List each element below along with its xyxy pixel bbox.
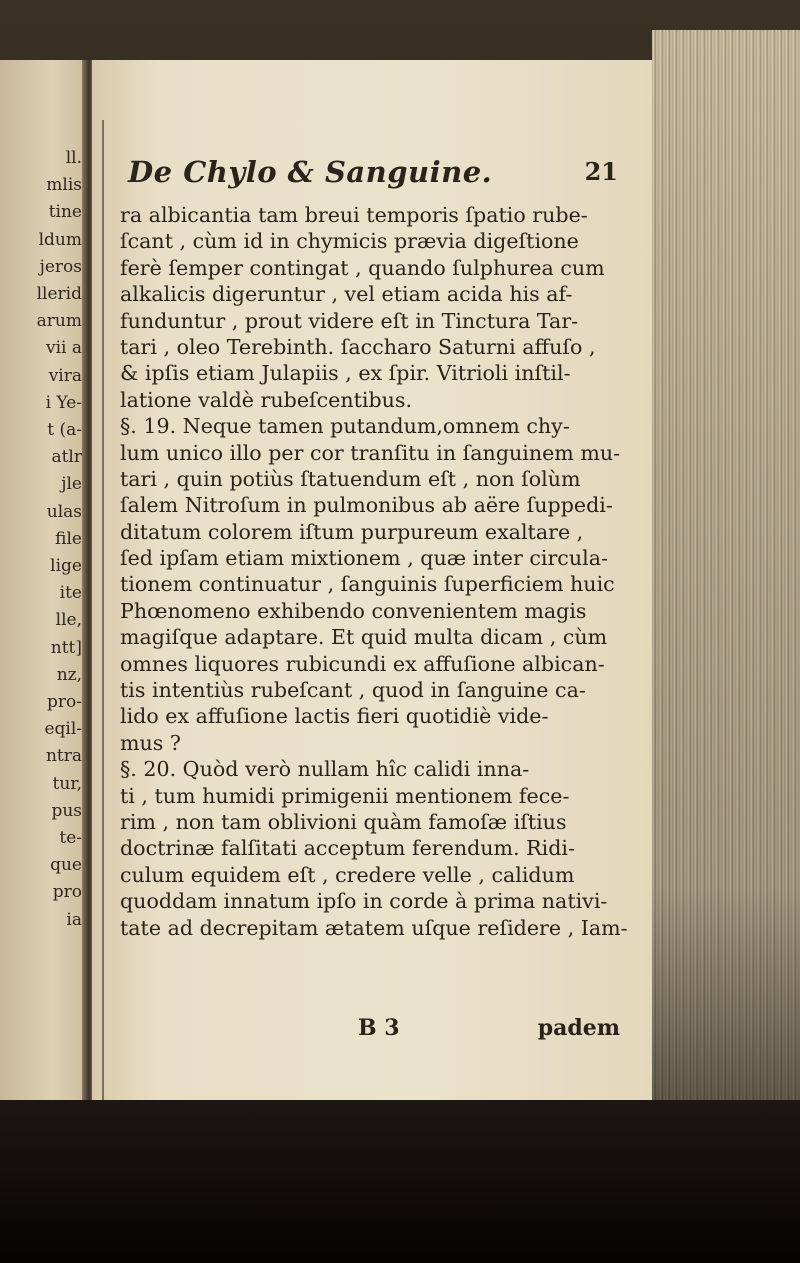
margin-rule [102, 120, 104, 1100]
opposite-page-text: llerid [36, 284, 82, 304]
text-line: tari , oleo Terebinth. ſaccharo Saturni affuſo , [120, 334, 596, 359]
text-line: quoddam innatum ipſo in corde à prima nativi- [120, 889, 608, 914]
opposite-page-text: jeros [39, 256, 82, 277]
text-line: doctrinæ falſitati acceptum ferendum. Ridi- [120, 836, 575, 861]
opposite-page-text: t (a- [47, 420, 82, 440]
body-text [120, 202, 648, 941]
opposite-page-text: ntt] [50, 637, 82, 658]
opposite-page-text: pus [51, 800, 82, 821]
text-line: ra albicantia tam breui temporis ſpatio rube- [120, 203, 588, 227]
opposite-page-text: te- [59, 828, 82, 848]
opposite-page-text: eqil- [44, 719, 82, 740]
page-edges-shade [652, 30, 800, 1100]
text-line: §. 20. Quòd verò nullam hîc calidi inna- [120, 757, 530, 782]
opposite-page-text: jle [61, 474, 82, 495]
opposite-page-text: ntra [45, 746, 82, 767]
opposite-page-text: lige [50, 556, 82, 576]
text-line: ditatum colorem iſtum purpureum exaltare , [120, 519, 584, 544]
opposite-page-text: atlr [51, 447, 82, 468]
text-line: ſcant , cùm id in chymicis prævia digeſtione [120, 229, 579, 254]
opposite-page-text: nz, [56, 664, 82, 685]
text-line: rim , non tam oblivioni quàm famoſæ iſtius [120, 809, 567, 834]
text-line: tate ad decrepitam ætatem uſque reſidere , Iam- [120, 915, 628, 940]
text-line: tionem continuatur , ſanguinis ſuperficiem huic [120, 572, 615, 597]
opposite-page-text: pro [52, 882, 82, 903]
text-line: lum unico illo per cor tranſitu in ſanguinem mu- [120, 440, 621, 465]
text-line: mus ? [120, 730, 181, 755]
catchword: padem [537, 1015, 620, 1041]
text-line: Phœnomeno exhibendo convenientem magis [120, 598, 587, 623]
text-line: & ipſis etiam Julapiis , ex ſpir. Vitrioli inſtil- [120, 361, 571, 386]
text-line: ferè ſemper contingat , quando ſulphurea cum [120, 255, 605, 280]
text-line: ſed ipſam etiam mixtionem , quæ inter circula- [120, 546, 608, 571]
opposite-page-text: ulas [46, 501, 82, 522]
text-line: §. 19. Neque tamen putandum,omnem chy- [120, 414, 570, 439]
signature-mark: B 3 [358, 1015, 400, 1041]
text-line: magiſque adaptare. Et quid multa dicam , cùm [120, 625, 608, 650]
opposite-page-fragment [0, 60, 88, 1100]
background-shadow [0, 1100, 800, 1263]
page-footer [120, 1015, 620, 1043]
opposite-page-text: tine [48, 202, 82, 223]
text-line: tari , quin potiùs ſtatuendum eſt , non ſolùm [120, 466, 581, 491]
opposite-page-text: tur, [52, 773, 82, 794]
text-line: ſalem Nitroſum in pulmonibus ab aëre ſuppedi- [120, 493, 613, 518]
opposite-page-text: ite [59, 583, 82, 604]
book-page [92, 60, 652, 1100]
page-number: 21 [584, 157, 618, 186]
opposite-page-text: file [55, 528, 82, 549]
text-line: latione valdè rubeſcentibus. [120, 387, 413, 412]
text-line: culum equidem eſt , credere velle , calidum [120, 862, 575, 887]
opposite-page-text: ldum [38, 229, 82, 250]
opposite-page-text: pro- [47, 692, 82, 712]
opposite-page-text: vii a [45, 338, 82, 359]
text-line: ti , tum humidi primigenii mentionem fece- [120, 783, 570, 808]
running-head: De Chylo & Sanguine. [128, 155, 493, 189]
page-header [128, 155, 648, 195]
text-line: omnes liquores rubicundi ex affuſione albican- [120, 651, 605, 676]
opposite-page-text: vira [48, 365, 82, 386]
opposite-page-text: mlis [46, 175, 82, 196]
opposite-page-text: ll. [65, 148, 82, 168]
opposite-page-text: que [50, 855, 82, 876]
opposite-page-text: i Ye- [45, 392, 82, 413]
opposite-page-text: lle, [55, 610, 82, 631]
opposite-page-text: ia [66, 909, 82, 930]
text-line: funduntur , prout videre eſt in Tinctura Tar- [120, 308, 579, 333]
text-line: alkalicis digeruntur , vel etiam acida his af- [120, 282, 573, 307]
text-line: tis intentiùs rubeſcant , quod in ſanguine ca- [120, 678, 586, 703]
text-line: lido ex affuſione lactis fieri quotidiè vide- [120, 704, 549, 729]
opposite-page-text: arum [36, 311, 82, 332]
